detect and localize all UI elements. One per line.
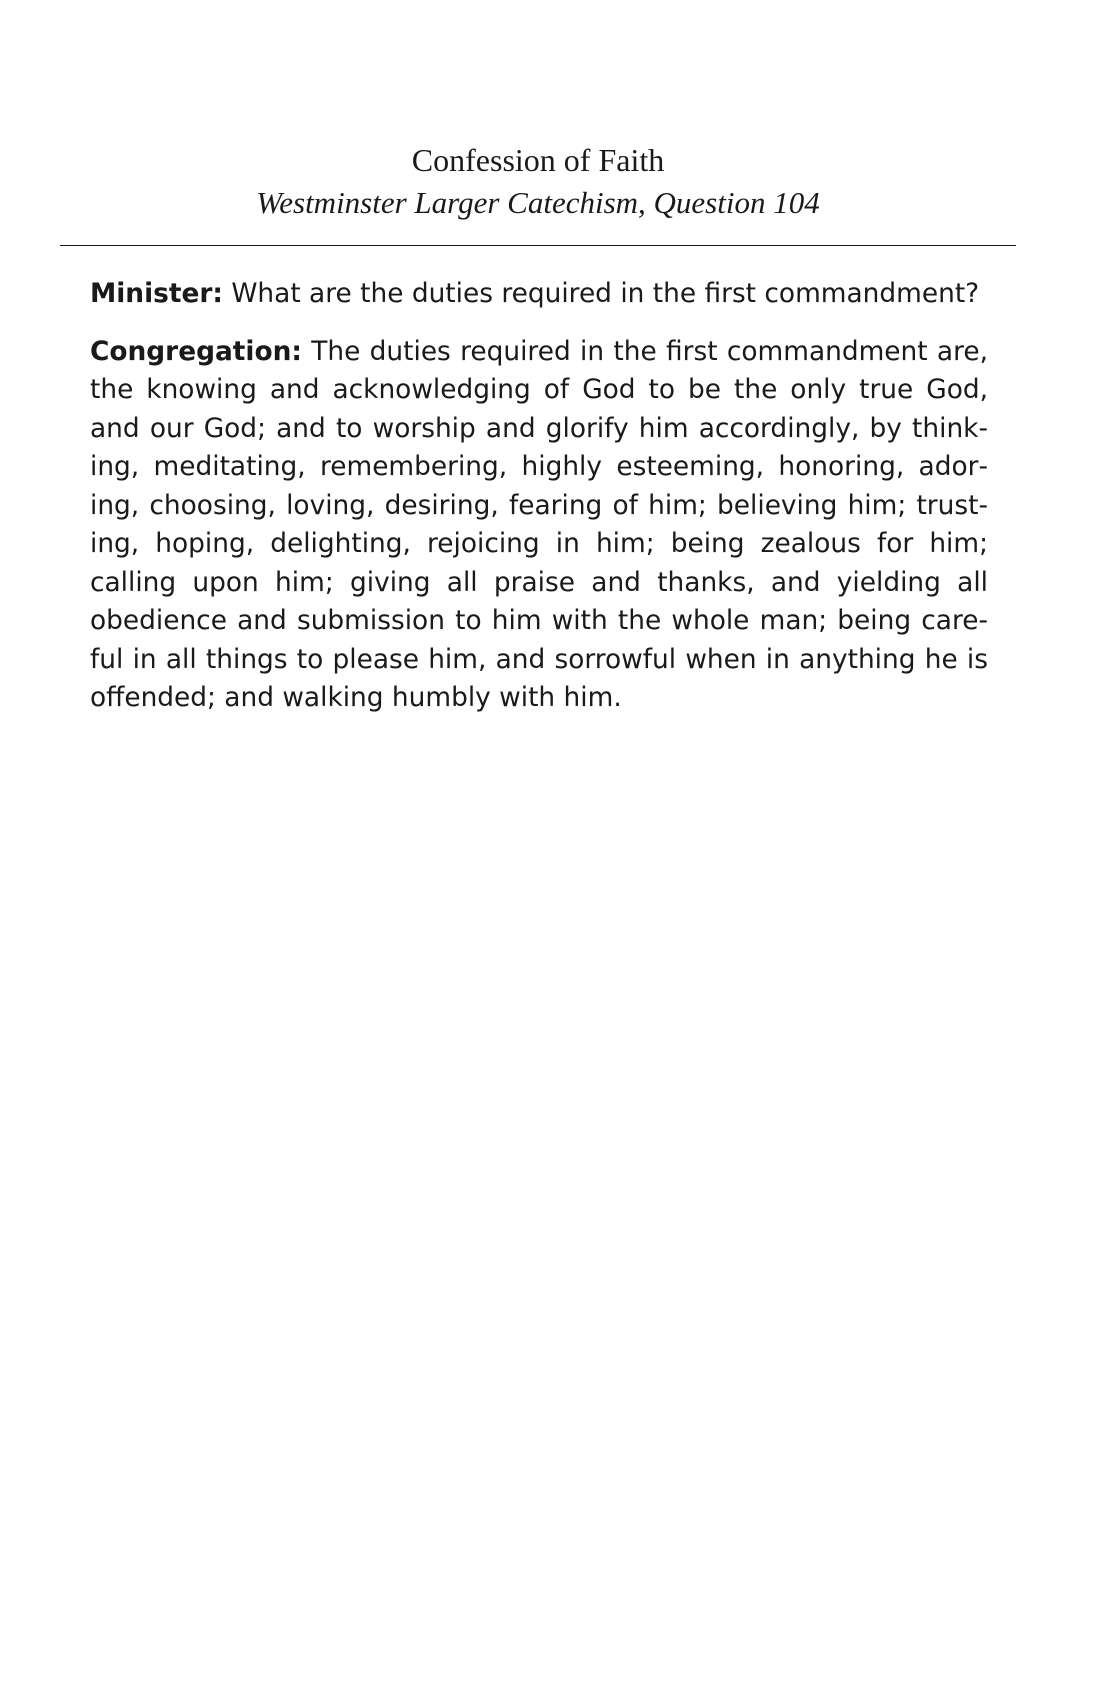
minister-label: Minister: xyxy=(90,278,223,309)
congregation-text: The duties required in the first commandment are, the knowing and acknowledging of God to be the only true God, and our God; and to worship and glorify him accordingly, by thinking, meditating, remembering, highly esteeming, honoring, adoring, choosing, loving, desiring, fearing of him; believing him; trusting, hoping, delighting, rejoicing in him; being zealous for him; calling upon him; giving all praise and thanks, and yielding all obedience and submission to him with the whole man; being careful in all things to please him, and sorrowful when in anything he is offended; and walking humbly with him. xyxy=(90,335,988,713)
minister-paragraph xyxy=(90,275,988,314)
dialogue-body xyxy=(90,275,988,737)
page-subtitle: Westminster Larger Catechism, Question 104 xyxy=(256,185,820,220)
header-divider xyxy=(60,245,1016,246)
congregation-label: Congregation: xyxy=(90,335,302,367)
page-header xyxy=(60,138,1016,224)
minister-text: What are the duties required in the first commandment? xyxy=(231,278,980,309)
congregation-paragraph xyxy=(90,333,988,718)
page-title: Confession of Faith xyxy=(411,142,665,178)
